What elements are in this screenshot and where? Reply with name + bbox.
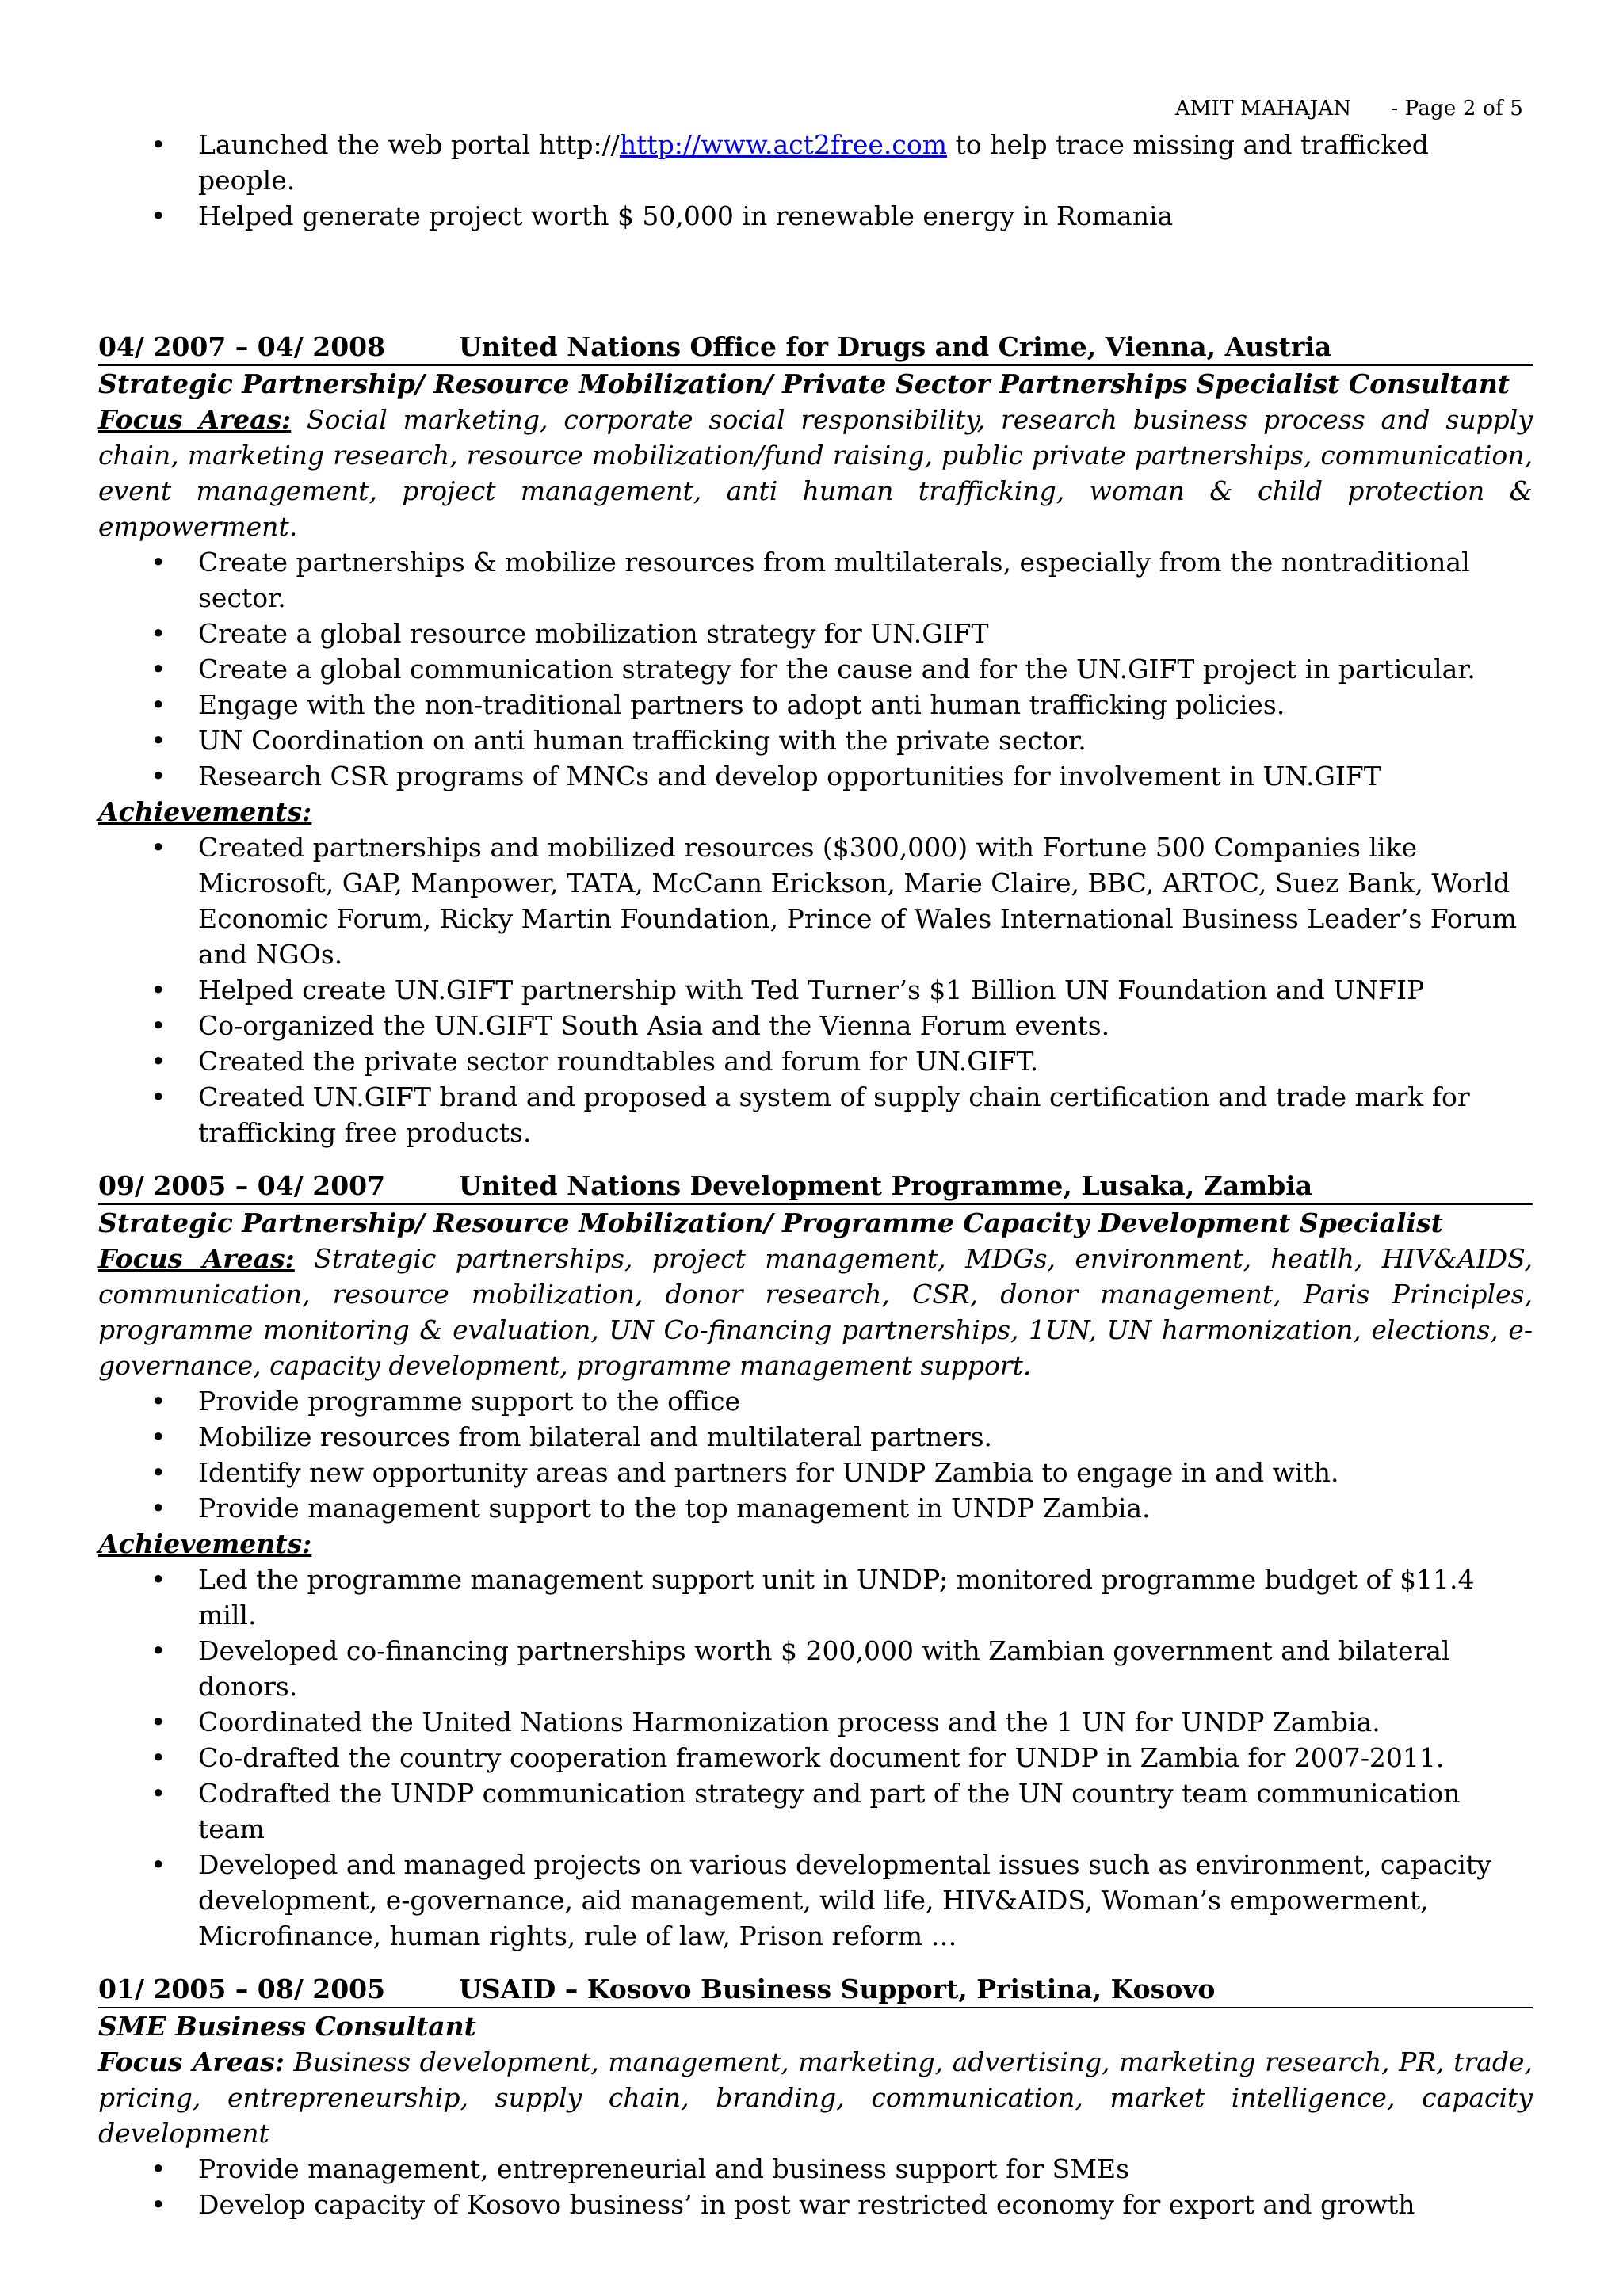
list-item: • Created partnerships and mobilized resources ($300,000) with Fortune 500 Companies like Microsoft, GAP, Manpower, TATA, McCann Erickson, Marie Claire, BBC, ARTOC, Suez Bank, World Economic Forum, Ricky Martin Foundation, Prince of Wales International Business Leader’s Forum and NGOs. [98,830,1533,972]
list-item: • Developed co-financing partnerships worth $ 200,000 with Zambian government and bilateral donors. [98,1633,1533,1704]
achievements-list [98,830,1533,1150]
list-item: • Provide programme support to the office [98,1383,1533,1419]
job-organization: United Nations Development Programme, Lusaka, Zambia [459,1170,1313,1201]
focus-areas [98,402,1533,544]
focus-label: Focus Areas: [98,1243,295,1274]
job-header [98,329,1533,366]
intro-bullet-list [98,127,1533,234]
list-item: • Co-organized the UN.GIFT South Asia and the Vienna Forum events. [98,1008,1533,1043]
job-dates: 09/ 2005 – 04/ 2007 [98,1170,386,1201]
list-item: • Created UN.GIFT brand and proposed a system of supply chain certification and trade mark for trafficking free products. [98,1079,1533,1150]
focus-label: Focus Areas: [98,404,292,435]
header-name: AMIT MAHAJAN [1174,97,1352,120]
duties-list [98,2151,1533,2222]
focus-areas [98,2044,1533,2151]
list-item: • Engage with the non-traditional partners to adopt anti human trafficking policies. [98,687,1533,723]
list-item: • Co-drafted the country cooperation framework document for UNDP in Zambia for 2007-2011. [98,1740,1533,1775]
achievements-heading: Achievements: [98,796,312,827]
job-role: SME Business Consultant [98,2011,476,2042]
list-item: • Create a global resource mobilization strategy for UN.GIFT [98,616,1533,651]
page-number: - Page 2 of 5 [1391,97,1523,120]
list-item: • Codrafted the UNDP communication strategy and part of the UN country team communication team [98,1775,1533,1847]
job-role: Strategic Partnership/ Resource Mobilization/ Private Sector Partnerships Specialist Consultant [98,368,1510,399]
achievements-list [98,1562,1533,1954]
job-role: Strategic Partnership/ Resource Mobilization/ Programme Capacity Development Specialist [98,1207,1443,1238]
page-header [1175,97,1523,120]
list-item: • Helped create UN.GIFT partnership with Ted Turner’s $1 Billion UN Foundation and UNFIP [98,972,1533,1008]
list-item: • Helped generate project worth $ 50,000 in renewable energy in Romania [98,198,1533,234]
list-item: • Launched the web portal http://http://www.act2free.com to help trace missing and trafficked people. [98,127,1533,198]
job-dates: 04/ 2007 – 04/ 2008 [98,331,386,362]
duties-list [98,1383,1533,1526]
list-item: • Develop capacity of Kosovo business’ in post war restricted economy for export and growth [98,2187,1533,2222]
list-item: • UN Coordination on anti human trafficking with the private sector. [98,723,1533,758]
list-item: • Provide management, entrepreneurial and business support for SMEs [98,2151,1533,2187]
job-organization: USAID – Kosovo Business Support, Pristina, Kosovo [459,1974,1216,2004]
list-item: • Led the programme management support unit in UNDP; monitored programme budget of $11.4 mill. [98,1562,1533,1633]
job-organization: United Nations Office for Drugs and Crime, Vienna, Austria [459,331,1332,362]
list-item: • Developed and managed projects on various developmental issues such as environment, capacity development, e-governance, aid management, wild life, HIV&AIDS, Woman’s empowerment, Microfinance, human rights, rule of law, Prison reform … [98,1847,1533,1954]
list-item: • Create a global communication strategy for the cause and for the UN.GIFT project in particular. [98,651,1533,687]
list-item: • Mobilize resources from bilateral and multilateral partners. [98,1419,1533,1455]
job-header [98,1971,1533,2008]
list-item: • Created the private sector roundtables and forum for UN.GIFT. [98,1043,1533,1079]
job-dates: 01/ 2005 – 08/ 2005 [98,1974,386,2004]
list-item: • Create partnerships & mobilize resources from multilaterals, especially from the nontraditional sector. [98,544,1533,616]
list-item: • Coordinated the United Nations Harmonization process and the 1 UN for UNDP Zambia. [98,1704,1533,1740]
job-header [98,1168,1533,1205]
achievements-heading: Achievements: [98,1528,312,1559]
duties-list [98,544,1533,794]
list-item: • Provide management support to the top management in UNDP Zambia. [98,1490,1533,1526]
focus-label: Focus Areas: [98,2046,285,2077]
list-item: • Research CSR programs of MNCs and develop opportunities for involvement in UN.GIFT [98,758,1533,794]
act2free-link[interactable]: http://www.act2free.com [619,129,948,160]
list-item: • Identify new opportunity areas and partners for UNDP Zambia to engage in and with. [98,1455,1533,1490]
resume-content [98,127,1533,2222]
focus-text: Social marketing, corporate social responsibility, research business process and supply chain, marketing research, resource mobilization/fund raising, public private partnerships, communication, event management, project management, anti human trafficking, woman & child protection & empowerment. [98,404,1533,542]
focus-text: Business development, management, marketing, advertising, marketing research, PR, trade, pricing, entrepreneurship, supply chain, branding, communication, market intelligence, capacity development [98,2046,1533,2149]
focus-text: Strategic partnerships, project management, MDGs, environment, heatlh, HIV&AIDS, communication, resource mobilization, donor research, CSR, donor management, Paris Principles, programme monitoring & evaluation, UN Co-financing partnerships, 1UN, UN harmonization, elections, e-governance, capacity development, programme management support. [98,1243,1533,1381]
focus-areas [98,1241,1533,1383]
